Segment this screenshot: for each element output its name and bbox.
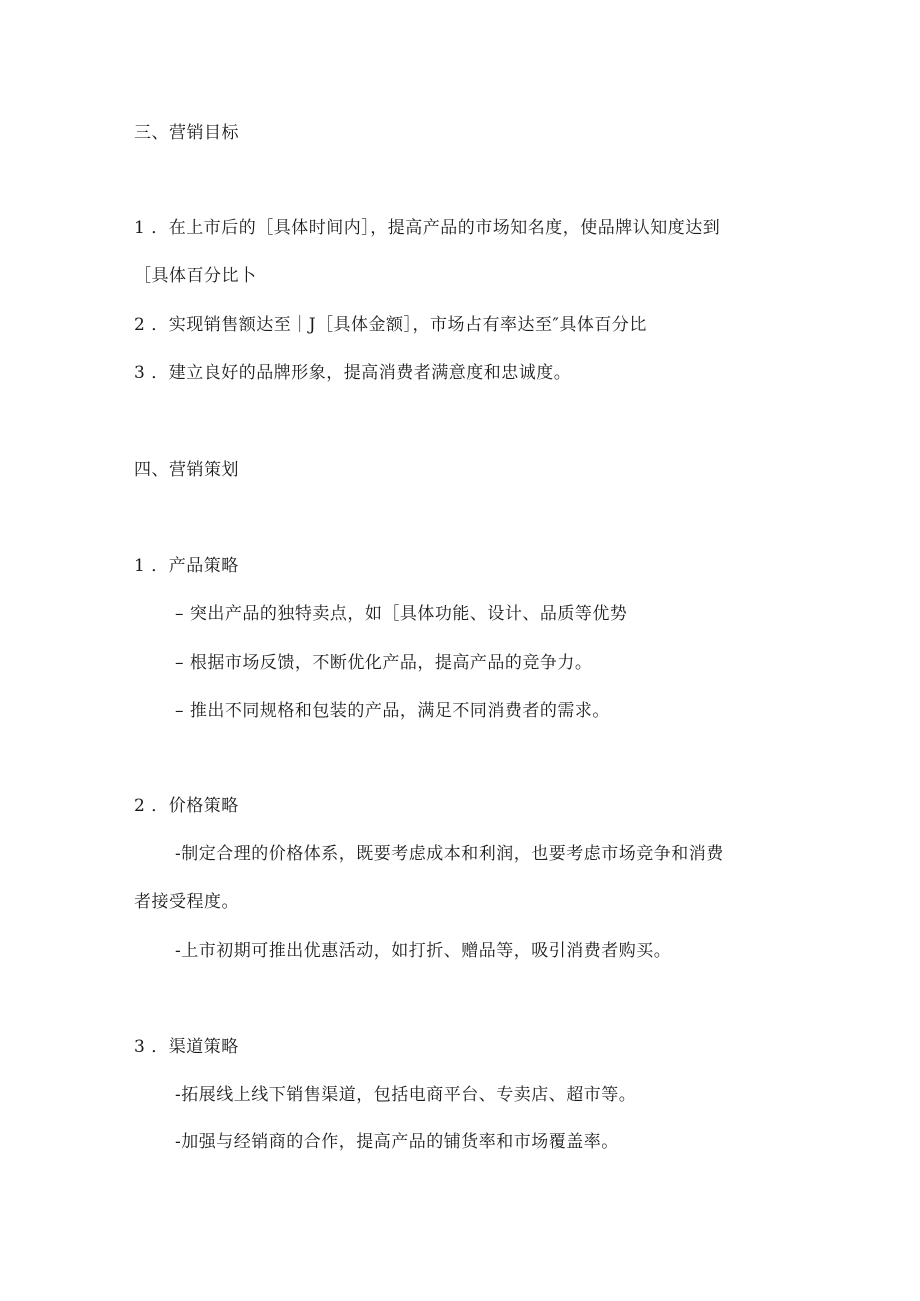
goal-item-1-continued: ［具体百分比卜 [134,266,257,286]
product-strategy-title: 1 ．产品策略 [134,556,239,576]
channel-strategy-title: 3 ．渠道策略 [134,1037,239,1057]
channel-point-2: -加强与经销商的合作，提高产品的铺货率和市场覆盖率。 [175,1132,619,1152]
channel-point-1: -拓展线上线下销售渠道，包括电商平台、专卖店、超市等。 [175,1085,637,1105]
goal-item-2: 2 ．实现销售额达至｜J［具体金额］，市场占有率达至″具体百分比 [134,315,647,335]
product-point-1: – 突出产品的独特卖点，如［具体功能、设计、品质等优势 [175,604,628,624]
goal-item-3: 3 ．建立良好的品牌形象，提高消费者满意度和忠诚度。 [134,363,572,383]
section-heading-planning: 四、营销策划 [134,460,239,480]
goal-item-1: 1 ．在上市后的［具体时间内］，提高产品的市场知名度，使品牌认知度达到 [134,218,721,238]
price-point-1: -制定合理的价格体系，既要考虑成本和利润，也要考虑市场竞争和消费 [175,844,724,864]
product-point-2: – 根据市场反馈，不断优化产品，提高产品的竞争力。 [175,653,593,673]
price-point-1-continued: 者接受程度。 [134,892,239,912]
price-point-2: -上市初期可推出优惠活动，如打折、赠品等，吸引消费者购买。 [175,941,672,961]
price-strategy-title: 2 ．价格策略 [134,796,239,816]
product-point-3: – 推出不同规格和包装的产品，满足不同消费者的需求。 [175,701,610,721]
section-heading-goals: 三、营销目标 [134,123,239,143]
